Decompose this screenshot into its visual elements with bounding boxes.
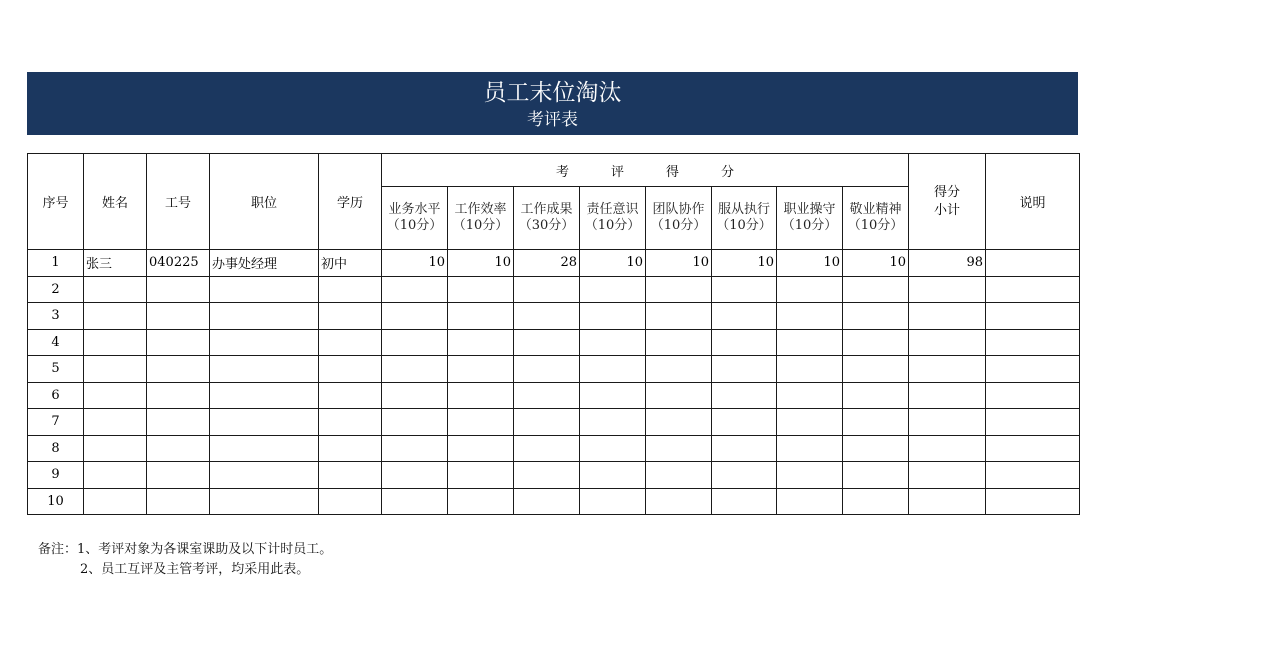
cell-score[interactable]	[514, 409, 580, 436]
criterion-name: 工作效率	[454, 202, 507, 217]
cell-seq[interactable]: 2	[28, 276, 84, 303]
cell-score[interactable]	[514, 303, 580, 330]
cell-name[interactable]	[84, 356, 147, 383]
cell-score[interactable]	[514, 276, 580, 303]
cell-score[interactable]	[448, 382, 514, 409]
cell-score[interactable]	[646, 356, 712, 383]
cell-education[interactable]	[319, 356, 382, 383]
cell-score[interactable]	[448, 276, 514, 303]
header-remark[interactable]: 说明	[986, 154, 1080, 250]
cell-score[interactable]	[580, 356, 646, 383]
cell-score[interactable]	[580, 409, 646, 436]
cell-score[interactable]	[580, 382, 646, 409]
cell-name[interactable]	[84, 276, 147, 303]
cell-score[interactable]	[580, 488, 646, 515]
cell-score[interactable]	[843, 329, 909, 356]
cell-score[interactable]	[646, 409, 712, 436]
cell-score[interactable]	[514, 329, 580, 356]
cell-score[interactable]	[646, 276, 712, 303]
cell-position[interactable]	[210, 409, 319, 436]
criterion-points: （10分）	[781, 218, 838, 233]
criterion-points: （10分）	[847, 218, 904, 233]
header-criterion[interactable]	[580, 187, 646, 250]
cell-name[interactable]	[84, 435, 147, 462]
cell-remark[interactable]	[986, 276, 1080, 303]
cell-seq[interactable]: 3	[28, 303, 84, 330]
cell-score[interactable]	[646, 435, 712, 462]
cell-id[interactable]	[147, 382, 210, 409]
cell-remark[interactable]	[986, 409, 1080, 436]
cell-score[interactable]	[646, 329, 712, 356]
cell-score[interactable]	[382, 409, 448, 436]
cell-score[interactable]	[646, 303, 712, 330]
cell-subtotal[interactable]	[909, 329, 986, 356]
cell-subtotal[interactable]	[909, 409, 986, 436]
cell-education[interactable]	[319, 303, 382, 330]
header-position[interactable]: 职位	[210, 154, 319, 250]
cell-score[interactable]	[712, 488, 777, 515]
criterion-name: 业务水平	[388, 202, 441, 217]
cell-seq[interactable]: 9	[28, 462, 84, 489]
cell-score[interactable]	[777, 462, 843, 489]
cell-score[interactable]	[646, 488, 712, 515]
header-id[interactable]: 工号	[147, 154, 210, 250]
cell-score[interactable]	[712, 435, 777, 462]
table-row	[28, 356, 1080, 383]
cell-score[interactable]	[777, 276, 843, 303]
cell-education[interactable]	[319, 382, 382, 409]
group-char: 考	[556, 164, 570, 180]
cell-score[interactable]	[382, 303, 448, 330]
cell-seq[interactable]: 1	[28, 250, 84, 277]
table-row	[28, 250, 1080, 277]
cell-name[interactable]	[84, 329, 147, 356]
header-criterion[interactable]	[712, 187, 777, 250]
cell-subtotal[interactable]	[909, 462, 986, 489]
cell-subtotal[interactable]: 98	[909, 250, 986, 277]
cell-education[interactable]	[319, 462, 382, 489]
criterion-points: （10分）	[386, 218, 443, 233]
cell-score[interactable]	[843, 435, 909, 462]
cell-score[interactable]	[514, 488, 580, 515]
cell-score[interactable]: 10	[646, 250, 712, 277]
title-banner	[27, 72, 1078, 135]
cell-remark[interactable]	[986, 329, 1080, 356]
table-row	[28, 488, 1080, 515]
table-row	[28, 435, 1080, 462]
cell-score[interactable]	[712, 462, 777, 489]
table-row	[28, 303, 1080, 330]
cell-name[interactable]	[84, 488, 147, 515]
subtotal-line1: 得分	[934, 184, 961, 200]
cell-score[interactable]	[843, 276, 909, 303]
cell-score[interactable]: 10	[777, 250, 843, 277]
cell-score[interactable]	[777, 435, 843, 462]
cell-name[interactable]	[84, 382, 147, 409]
cell-score[interactable]	[843, 409, 909, 436]
group-char: 分	[721, 164, 735, 180]
criterion-name: 服从执行	[717, 202, 770, 217]
note-line-1: 备注：1、考评对象为各课室课助及以下计时员工。	[38, 542, 333, 557]
cell-position[interactable]	[210, 488, 319, 515]
cell-score[interactable]: 10	[382, 250, 448, 277]
cell-score[interactable]: 28	[514, 250, 580, 277]
cell-score[interactable]	[777, 303, 843, 330]
cell-name[interactable]	[84, 409, 147, 436]
cell-score[interactable]	[448, 356, 514, 383]
cell-position[interactable]	[210, 329, 319, 356]
cell-name[interactable]	[84, 303, 147, 330]
criterion-points: （10分）	[650, 218, 707, 233]
cell-subtotal[interactable]	[909, 382, 986, 409]
cell-score[interactable]	[843, 488, 909, 515]
cell-id[interactable]	[147, 462, 210, 489]
cell-score[interactable]	[646, 462, 712, 489]
cell-subtotal[interactable]	[909, 303, 986, 330]
cell-remark[interactable]	[986, 356, 1080, 383]
cell-subtotal[interactable]	[909, 356, 986, 383]
cell-score[interactable]	[382, 382, 448, 409]
cell-score[interactable]	[514, 462, 580, 489]
cell-score[interactable]	[843, 382, 909, 409]
cell-remark[interactable]	[986, 435, 1080, 462]
cell-seq[interactable]: 6	[28, 382, 84, 409]
cell-score[interactable]	[646, 382, 712, 409]
cell-id[interactable]	[147, 409, 210, 436]
header-criterion[interactable]	[448, 187, 514, 250]
cell-score[interactable]	[712, 329, 777, 356]
group-char: 得	[666, 164, 680, 180]
cell-score[interactable]	[580, 303, 646, 330]
header-criterion[interactable]	[514, 187, 580, 250]
table-row	[28, 409, 1080, 436]
cell-score[interactable]	[448, 303, 514, 330]
table-row	[28, 329, 1080, 356]
cell-id[interactable]	[147, 488, 210, 515]
cell-education[interactable]	[319, 488, 382, 515]
cell-score[interactable]	[448, 329, 514, 356]
criterion-name: 职业操守	[783, 202, 836, 217]
header-score-group[interactable]	[382, 154, 909, 187]
cell-score[interactable]	[382, 435, 448, 462]
cell-score[interactable]	[843, 462, 909, 489]
cell-score[interactable]	[777, 409, 843, 436]
cell-remark[interactable]	[986, 250, 1080, 277]
cell-subtotal[interactable]	[909, 435, 986, 462]
cell-score[interactable]	[382, 488, 448, 515]
cell-score[interactable]	[777, 329, 843, 356]
cell-seq[interactable]: 5	[28, 356, 84, 383]
cell-position[interactable]	[210, 303, 319, 330]
cell-score[interactable]	[712, 303, 777, 330]
criterion-points: （10分）	[584, 218, 641, 233]
subtotal-line2: 小计	[934, 202, 961, 218]
cell-score[interactable]	[448, 435, 514, 462]
cell-education[interactable]	[319, 435, 382, 462]
cell-id[interactable]	[147, 303, 210, 330]
header-row-1	[28, 154, 1080, 187]
note-line-2: 2、员工互评及主管考评，均采用此表。	[80, 562, 310, 577]
cell-education[interactable]	[319, 409, 382, 436]
cell-position[interactable]: 办事处经理	[210, 250, 319, 277]
cell-score[interactable]	[580, 329, 646, 356]
table-row	[28, 276, 1080, 303]
criterion-points: （10分）	[452, 218, 509, 233]
cell-education[interactable]	[319, 329, 382, 356]
cell-seq[interactable]: 4	[28, 329, 84, 356]
cell-score[interactable]: 10	[448, 250, 514, 277]
header-subtotal[interactable]	[909, 154, 986, 250]
cell-remark[interactable]	[986, 488, 1080, 515]
header-education[interactable]: 学历	[319, 154, 382, 250]
cell-score[interactable]	[712, 356, 777, 383]
cell-position[interactable]	[210, 356, 319, 383]
cell-position[interactable]	[210, 435, 319, 462]
cell-position[interactable]	[210, 462, 319, 489]
criterion-name: 敬业精神	[849, 202, 902, 217]
cell-score[interactable]	[580, 435, 646, 462]
table-row	[28, 382, 1080, 409]
header-seq[interactable]: 序号	[28, 154, 84, 250]
cell-score[interactable]	[448, 488, 514, 515]
cell-education[interactable]: 初中	[319, 250, 382, 277]
cell-score[interactable]	[448, 462, 514, 489]
evaluation-table	[27, 153, 1080, 515]
cell-score[interactable]	[777, 488, 843, 515]
cell-score[interactable]	[712, 276, 777, 303]
header-criterion[interactable]	[382, 187, 448, 250]
group-char: 评	[611, 164, 625, 180]
header-name[interactable]: 姓名	[84, 154, 147, 250]
cell-position[interactable]	[210, 276, 319, 303]
header-criterion[interactable]	[777, 187, 843, 250]
cell-remark[interactable]	[986, 462, 1080, 489]
cell-score[interactable]: 10	[843, 250, 909, 277]
cell-score[interactable]	[514, 356, 580, 383]
cell-seq[interactable]: 10	[28, 488, 84, 515]
cell-seq[interactable]: 7	[28, 409, 84, 436]
cell-score[interactable]	[843, 303, 909, 330]
cell-score[interactable]	[448, 409, 514, 436]
cell-score[interactable]	[777, 382, 843, 409]
cell-score[interactable]	[382, 462, 448, 489]
cell-score[interactable]	[580, 462, 646, 489]
criterion-name: 团队协作	[652, 202, 705, 217]
cell-score[interactable]	[843, 356, 909, 383]
cell-score[interactable]	[382, 276, 448, 303]
cell-seq[interactable]: 8	[28, 435, 84, 462]
criterion-name: 责任意识	[586, 202, 639, 217]
cell-score[interactable]	[514, 382, 580, 409]
cell-id[interactable]	[147, 276, 210, 303]
cell-subtotal[interactable]	[909, 276, 986, 303]
cell-score[interactable]	[777, 356, 843, 383]
cell-score[interactable]: 10	[580, 250, 646, 277]
cell-id[interactable]	[147, 329, 210, 356]
cell-score[interactable]	[382, 329, 448, 356]
cell-score[interactable]: 10	[712, 250, 777, 277]
table-row	[28, 462, 1080, 489]
criterion-points: （30分）	[518, 218, 575, 233]
cell-subtotal[interactable]	[909, 488, 986, 515]
cell-score[interactable]	[712, 409, 777, 436]
cell-education[interactable]	[319, 276, 382, 303]
cell-id[interactable]	[147, 356, 210, 383]
header-criterion[interactable]	[646, 187, 712, 250]
cell-id[interactable]	[147, 435, 210, 462]
cell-id[interactable]: 040225	[147, 250, 210, 277]
sheet-title: 员工末位淘汰	[483, 80, 622, 106]
cell-score[interactable]	[514, 435, 580, 462]
cell-score[interactable]	[580, 276, 646, 303]
cell-position[interactable]	[210, 382, 319, 409]
sheet-subtitle: 考评表	[527, 110, 578, 130]
header-criterion[interactable]	[843, 187, 909, 250]
cell-score[interactable]	[382, 356, 448, 383]
cell-remark[interactable]	[986, 382, 1080, 409]
criterion-points: （10分）	[716, 218, 772, 233]
criterion-name: 工作成果	[520, 202, 573, 217]
notes	[38, 540, 332, 580]
cell-name[interactable]: 张三	[84, 250, 147, 277]
cell-score[interactable]	[712, 382, 777, 409]
cell-name[interactable]	[84, 462, 147, 489]
cell-remark[interactable]	[986, 303, 1080, 330]
